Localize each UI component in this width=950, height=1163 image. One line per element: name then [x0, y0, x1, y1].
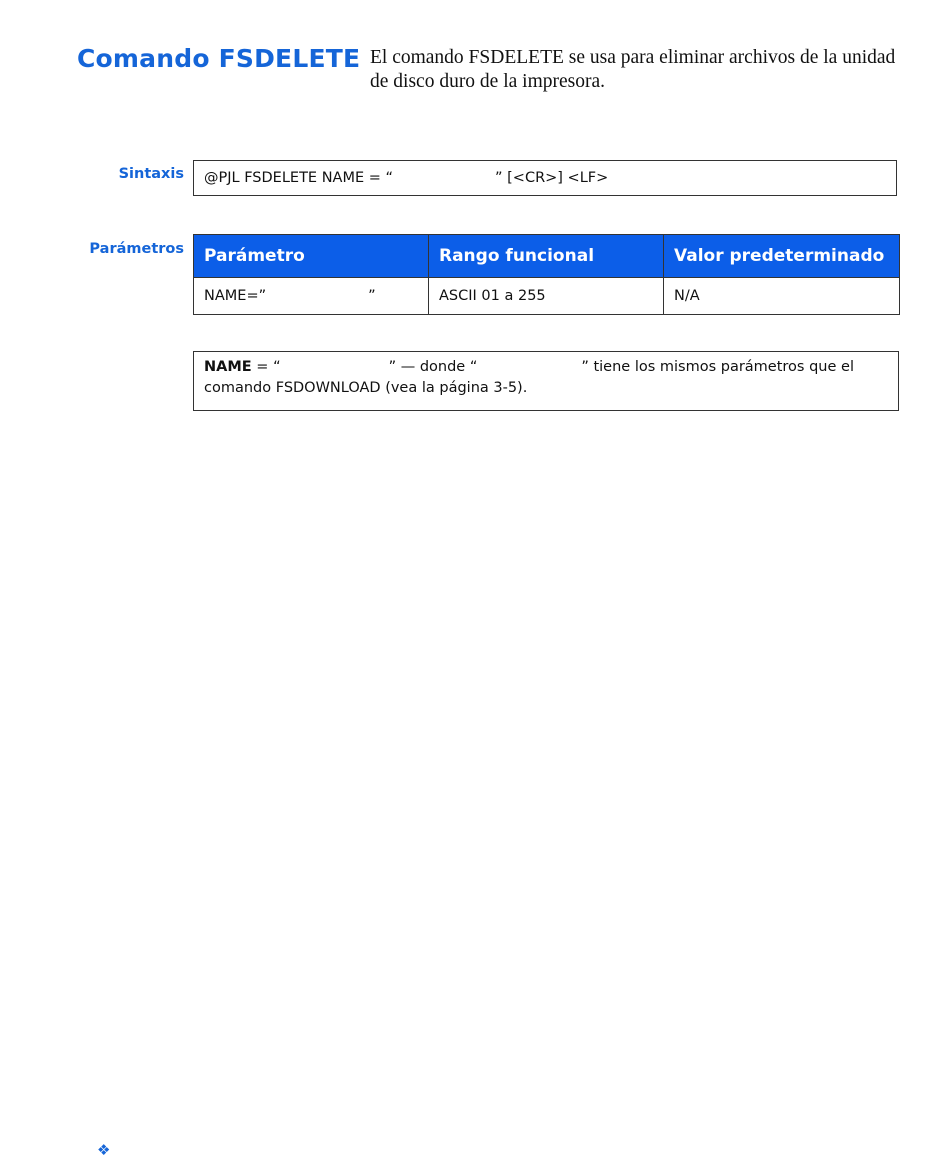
note-box — [193, 351, 899, 411]
table-header-row — [194, 235, 900, 278]
cell-default: N/A — [664, 278, 900, 315]
table-row — [194, 278, 900, 315]
note-term: NAME — [204, 359, 252, 375]
note-part-1: = “ — [251, 359, 281, 375]
section-title: Comando FSDELETE — [77, 44, 361, 73]
footer-diamond-icon: ❖ — [97, 1141, 111, 1159]
syntax-label: Sintaxis — [118, 166, 184, 182]
note-part-3: ” tiene los mismos parámetros que el comando FSDOWNLOAD (vea la página 3-5). — [204, 359, 854, 396]
cell-range: ASCII 01 a 255 — [429, 278, 664, 315]
param-name-end: ” — [368, 288, 376, 304]
parameters-table — [193, 234, 900, 315]
param-name-start: NAME=” — [204, 288, 267, 304]
parameters-label: Parámetros — [89, 241, 184, 257]
syntax-box — [193, 160, 897, 196]
section-intro: El comando FSDELETE se usa para eliminar archivos de la unidad de disco duro de la impresora. — [370, 47, 896, 92]
header-valor-predeterminado: Valor predeterminado — [664, 235, 900, 278]
syntax-command-end: ” [<CR>] <LF> — [495, 170, 609, 186]
syntax-command-start: @PJL FSDELETE NAME = “ — [204, 170, 394, 186]
header-rango-funcional: Rango funcional — [429, 235, 664, 278]
header-parametro: Parámetro — [194, 235, 429, 278]
cell-parameter — [194, 278, 429, 315]
note-part-2: ” — donde “ — [388, 359, 478, 375]
